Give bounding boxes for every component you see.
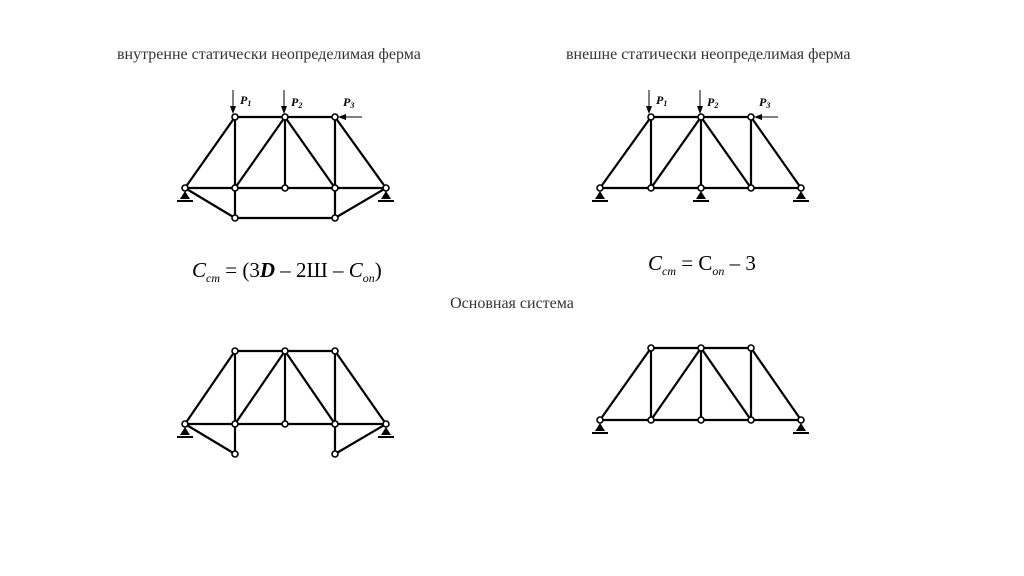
- pin-support-icon: [793, 191, 809, 201]
- main-system-title: Основная система: [450, 295, 574, 312]
- pin-support-icon: [793, 423, 809, 433]
- load-label-p3: P3: [343, 95, 355, 110]
- truss-top-right: [592, 90, 809, 201]
- load-label-p2: P2: [291, 95, 303, 110]
- load-arrow-p2: [281, 90, 287, 114]
- load-label-p1: P1: [656, 93, 668, 108]
- load-label-p3: P3: [759, 95, 771, 110]
- load-arrow-p3: [338, 114, 362, 120]
- right-truss-title: внешне статически неопределимая ферма: [566, 46, 851, 63]
- truss-bottom-right: [592, 345, 809, 433]
- load-arrow-p2: [697, 90, 703, 114]
- load-label-p2: P2: [707, 95, 719, 110]
- pin-support-icon: [592, 191, 608, 201]
- pin-support-icon: [693, 191, 709, 201]
- formula-internal-indeterminacy: $C_{ст} = (3D - 2Ш - C_{оп})$: [192, 258, 382, 286]
- load-arrow-p1: [230, 90, 236, 114]
- truss-bottom-left: [177, 348, 394, 457]
- load-arrow-p3: [754, 114, 778, 120]
- load-label-p1: P1: [240, 93, 252, 108]
- formula-external-indeterminacy: $C_{ст} = C_{оп} - 3$: [648, 251, 756, 279]
- truss-top-left: [177, 90, 394, 221]
- left-truss-title: внутренне статически неопределимая ферма: [117, 46, 421, 63]
- pin-support-icon: [592, 423, 608, 433]
- load-arrow-p1: [646, 90, 652, 114]
